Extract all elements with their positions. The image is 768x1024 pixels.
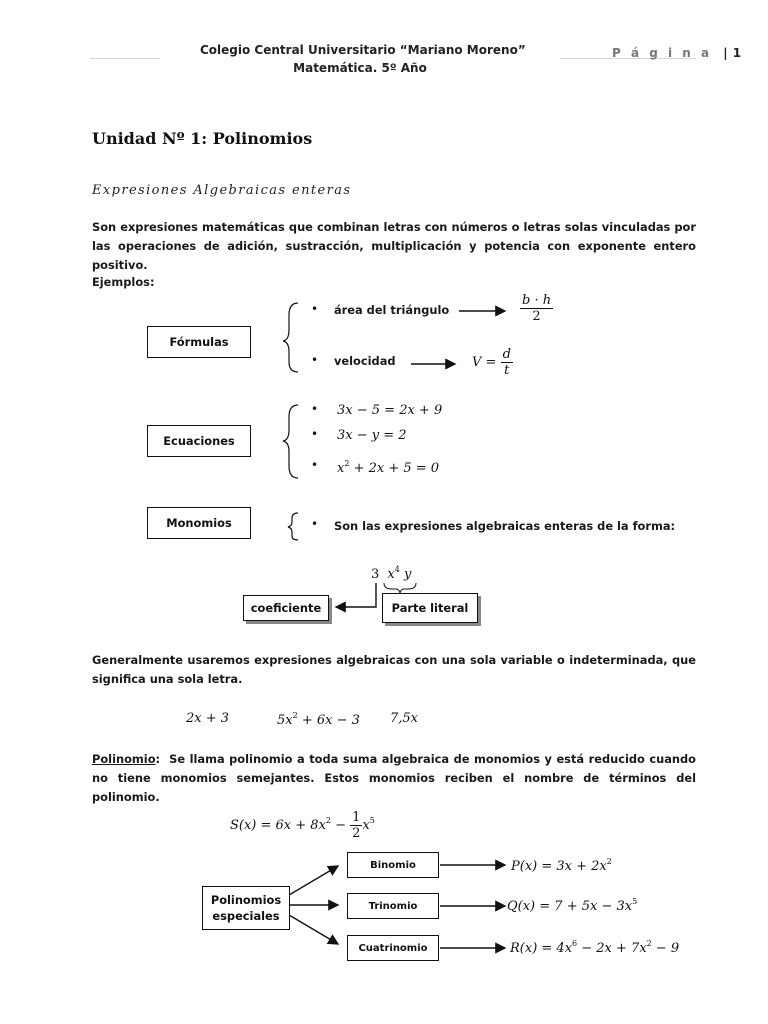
sx-polynomial — [230, 810, 375, 841]
monomio-example — [371, 565, 411, 582]
header-school: Colegio Central Universitario “Mariano Moreno” — [200, 43, 526, 57]
velocity-denominator: t — [504, 363, 510, 378]
sx-minus: − — [331, 818, 351, 833]
binomio-formula — [511, 857, 612, 874]
velocity-formula — [472, 347, 513, 378]
bullet-icon: • — [311, 402, 319, 416]
area-denominator: 2 — [532, 309, 541, 324]
ecuaciones-box: Ecuaciones — [147, 425, 251, 457]
formula-velocity-label: velocidad — [334, 354, 396, 368]
velocity-numerator: d — [502, 347, 511, 362]
bullet-icon: • — [311, 427, 319, 441]
equation-2: 3x − y = 2 — [337, 428, 407, 443]
binomio-formula-exponent: 2 — [606, 857, 612, 866]
monomio-var-y: y — [404, 567, 412, 582]
binomio-formula-base: P(x) = 3x + 2x — [511, 859, 607, 874]
equation-3-rest: + 2x + 5 = 0 — [349, 461, 440, 476]
polinomios-especiales-box: Polinomios especiales — [202, 886, 290, 930]
coeficiente-box: coeficiente — [243, 595, 329, 621]
sx-denominator: 2 — [352, 826, 361, 841]
example-expression-1: 2x + 3 — [186, 711, 230, 726]
page-separator: | — [723, 46, 728, 60]
bullet-icon: • — [311, 353, 319, 367]
sx-exp2: 5 — [369, 816, 375, 825]
cuatrinomio-formula-exp2: 2 — [646, 939, 652, 948]
area-numerator: b · h — [522, 293, 552, 308]
example-2-exponent: 2 — [292, 711, 298, 720]
example-2-base: 5x — [277, 713, 293, 728]
trinomio-formula-exponent: 5 — [632, 897, 638, 906]
page-number: 1 — [732, 46, 742, 60]
monomio-var-x: x — [387, 567, 395, 582]
polinomio-definition — [92, 750, 696, 807]
monomios-box: Monomios — [147, 507, 251, 539]
monomios-definition: Son las expresiones algebraicas enteras de la forma: — [334, 519, 676, 533]
cuatrinomio-formula-part1: R(x) = 4x — [510, 941, 573, 956]
binomio-box: Binomio — [347, 852, 439, 878]
equation-3 — [337, 459, 439, 476]
examples-label: Ejemplos: — [92, 275, 155, 289]
equation-3-exponent: 2 — [344, 459, 350, 468]
formula-area-label: área del triángulo — [334, 303, 450, 317]
equation-3-base: x — [337, 461, 345, 476]
cuatrinomio-formula-exp1: 6 — [572, 939, 578, 948]
parte-literal-box: Parte literal — [382, 593, 478, 623]
bullet-icon: • — [311, 517, 319, 531]
cuatrinomio-box: Cuatrinomio — [347, 935, 439, 961]
velocity-lhs: V = — [472, 355, 497, 370]
cuatrinomio-formula-part2: − 2x + 7x — [577, 941, 647, 956]
formulas-box: Fórmulas — [147, 326, 251, 358]
polinomio-text: Se llama polinomio a toda suma algebraica de monomios y está reducido cuando no tiene monomios semejantes. Estos monomios reciben el nombre de términos del polinomio. — [92, 752, 696, 804]
monomio-coefficient: 3 — [371, 567, 380, 582]
example-2-rest: + 6x − 3 — [297, 713, 360, 728]
variable-paragraph: Generalmente usaremos expresiones algebraicas con una sola variable o indeterminada, que significa una sola letra. — [92, 653, 696, 686]
example-expression-3: 7,5x — [390, 711, 419, 726]
polinomio-colon: : — [155, 752, 161, 766]
trinomio-formula — [507, 897, 637, 914]
equation-1: 3x − 5 = 2x + 9 — [337, 403, 443, 418]
example-expression-2 — [277, 711, 360, 728]
bullet-icon: • — [311, 458, 319, 472]
polinomio-term: Polinomio — [92, 752, 156, 766]
page-title: Unidad Nº 1: Polinomios — [92, 129, 313, 148]
area-formula — [520, 293, 553, 324]
cuatrinomio-formula-part3: − 9 — [651, 941, 680, 956]
header-course: Matemática. 5º Año — [293, 61, 427, 75]
intro-paragraph: Son expresiones matemáticas que combinan letras con números o letras solas vinculadas por las operaciones de adición, sustracción, multiplicación y potencia con exponente entero positivo. — [92, 220, 696, 272]
page-label: P á g i n a — [612, 46, 713, 60]
trinomio-box: Trinomio — [347, 893, 439, 919]
sx-lhs: S(x) = 6x + 8x — [230, 818, 326, 833]
cuatrinomio-formula — [510, 939, 679, 956]
sx-exp1: 2 — [325, 816, 331, 825]
section-subtitle: Expresiones Algebraicas enteras — [92, 183, 352, 198]
trinomio-formula-base: Q(x) = 7 + 5x − 3x — [507, 899, 633, 914]
sx-x: x — [362, 818, 370, 833]
sx-numerator: 1 — [352, 810, 361, 825]
monomio-exp: 4 — [394, 565, 400, 574]
bullet-icon: • — [311, 302, 319, 316]
